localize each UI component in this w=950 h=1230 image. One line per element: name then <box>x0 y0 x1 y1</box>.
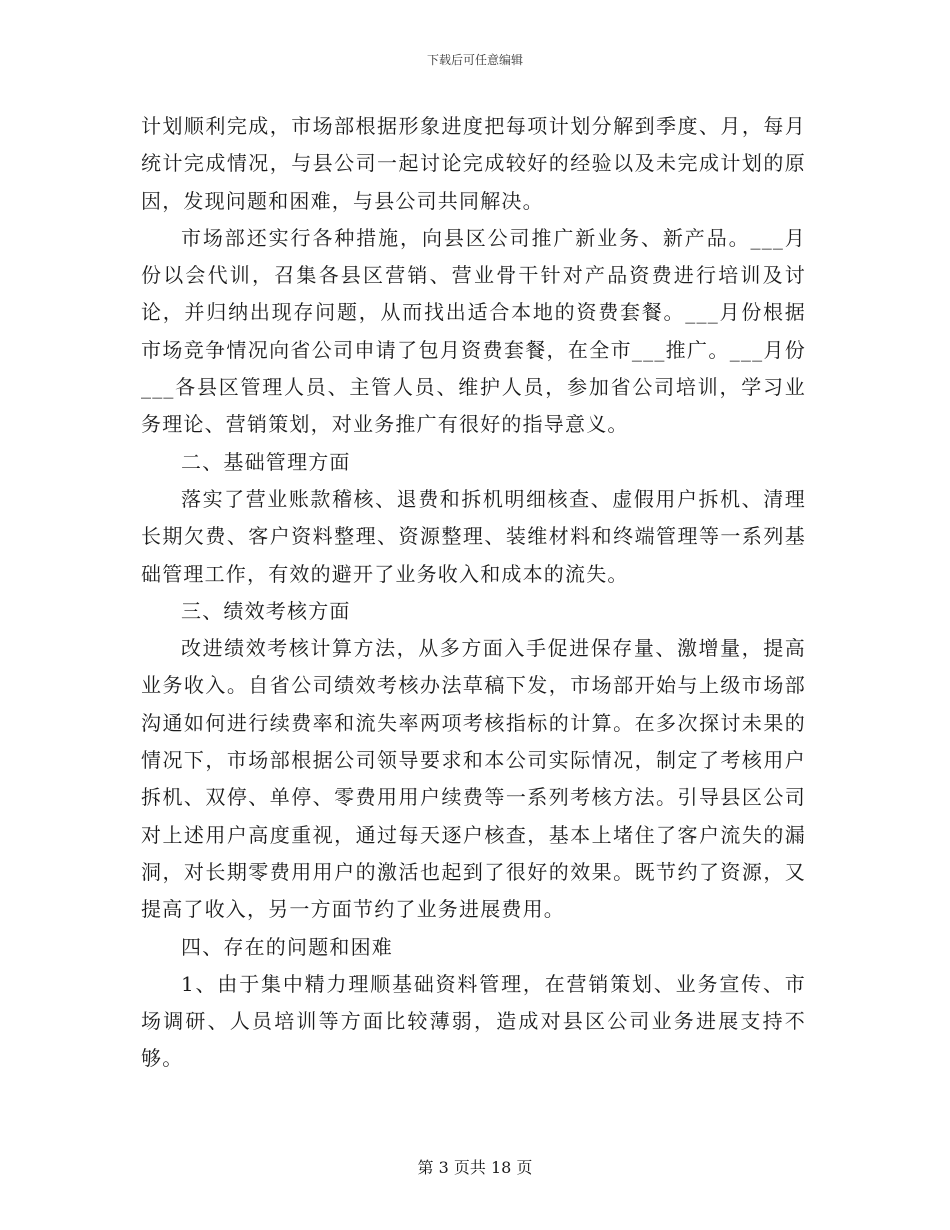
paragraph-performance: 改进绩效考核计算方法，从多方面入手促进保存量、激增量，提高业务收入。自省公司绩效考核办法草稿下发，市场部开始与上级市场部沟通如何进行续费率和流失率两项考核指标的计算。在多次探讨未果的情况下，市场部根据公司领导要求和本公司实际情况，制定了考核用户拆机、双停、单停、零费用用户续费等一系列考核方法。引导县区公司对上述用户高度重视，通过每天逐户核查，基本上堵住了客户流失的漏洞，对长期零费用用户的激活也起到了很好的效果。既节约了资源，又提高了收入，另一方面节约了业务进展费用。 <box>141 636 806 922</box>
paragraph-basic-management: 落实了营业账款稽核、退费和拆机明细核查、虚假用户拆机、清理长期欠费、客户资料整理、资源整理、装维材料和终端管理等一系列基础管理工作，有效的避开了业务收入和成本的流失。 <box>141 486 806 586</box>
paragraph-continuation: 计划顺利完成，市场部根据形象进度把每项计划分解到季度、月，每月统计完成情况，与县公司一起讨论完成较好的经验以及未完成计划的原因，发现问题和困难，与县公司共同解决。 <box>141 114 806 213</box>
document-body <box>141 108 806 1078</box>
paragraph-market-measures: 市场部还实行各种措施，向县区公司推广新业务、新产品。___月份以会代训，召集各县区营销、营业骨干针对产品资费进行培训及讨论，并归纳出现存问题，从而找出适合本地的资费套餐。___月份根据市场竞争情况向省公司申请了包月资费套餐，在全市___推广。___月份___各县区管理人员、主管人员、维护人员，参加省公司培训，学习业务理论、营销策划，对业务推广有很好的指导意义。 <box>141 225 806 437</box>
section-heading-performance: 三、绩效考核方面 <box>181 598 351 623</box>
page-header: 下载后可任意编辑 <box>426 53 523 67</box>
paragraph-problem-1: 1、由于集中精力理顺基础资料管理，在营销策划、业务宣传、市场调研、人员培训等方面比较薄弱，造成对县区公司业务进展支持不够。 <box>141 971 806 1071</box>
section-heading-problems: 四、存在的问题和困难 <box>181 934 393 959</box>
page-footer: 第 3 页共 18 页 <box>417 1158 533 1177</box>
section-heading-basic-management: 二、基础管理方面 <box>181 449 351 474</box>
